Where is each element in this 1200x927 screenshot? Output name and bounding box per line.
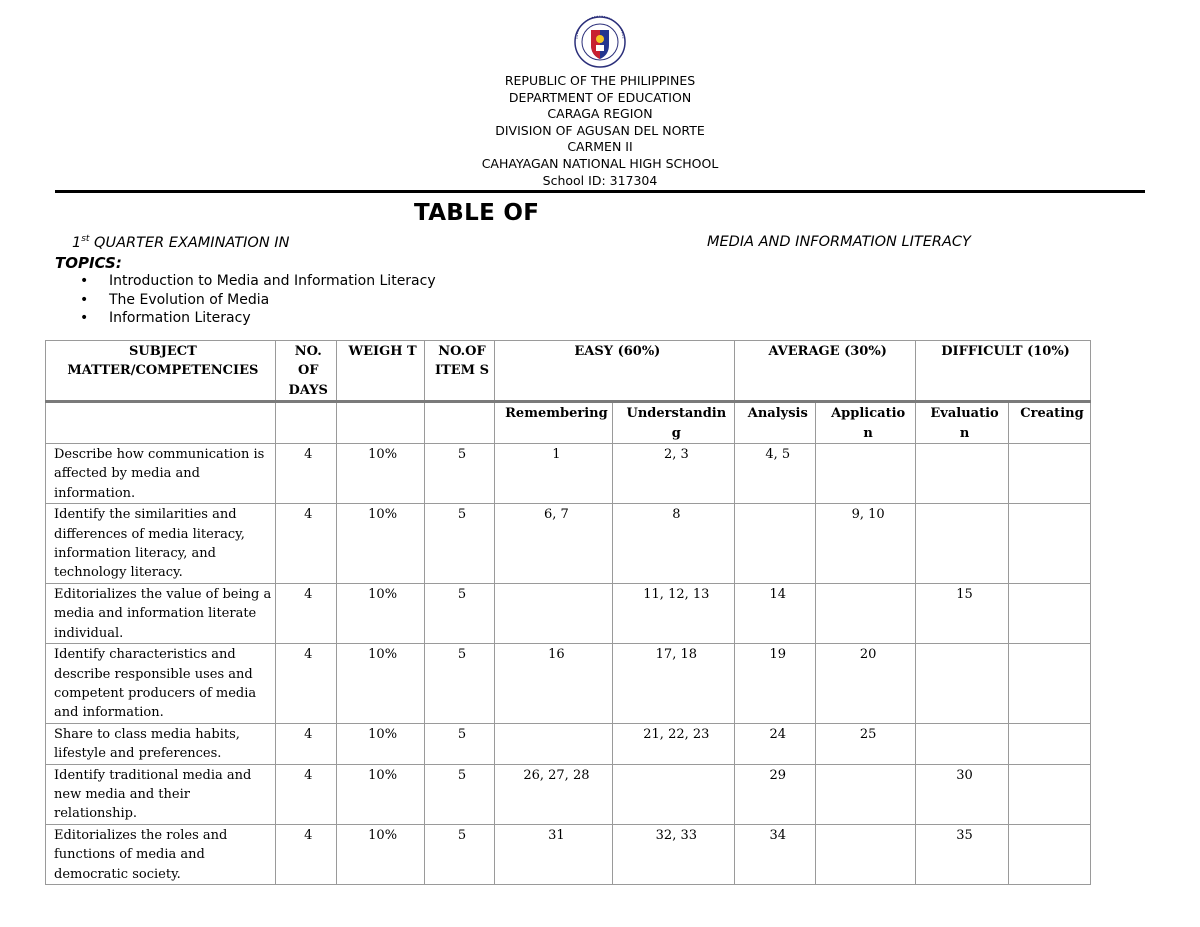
cell-weight: 10%: [336, 824, 424, 884]
cell-application: [816, 583, 916, 643]
cell-evaluation: [916, 504, 1009, 584]
quarter-text: QUARTER EXAMINATION IN: [89, 234, 290, 251]
topic-item: [80, 272, 436, 291]
cell-analysis: 19: [735, 644, 816, 724]
cell-application: 9, 10: [816, 504, 916, 584]
cell-competency: Identify characteristics and describe responsible uses and competent producers of media and information.: [46, 644, 276, 724]
cell-items: 5: [424, 824, 495, 884]
cell-remembering: 16: [495, 644, 613, 724]
cell-items: 5: [424, 444, 495, 504]
subheader-empty: [336, 402, 424, 444]
cell-understanding: 2, 3: [613, 444, 735, 504]
cell-weight: 10%: [336, 764, 424, 824]
header-line-department: DEPARTMENT OF EDUCATION: [508, 89, 692, 105]
cell-creating: [1008, 644, 1090, 724]
cell-understanding: 32, 33: [613, 824, 735, 884]
cell-items: 5: [424, 504, 495, 584]
topics-label: TOPICS:: [55, 254, 122, 272]
cell-analysis: 4, 5: [735, 444, 816, 504]
cell-days: 4: [275, 764, 336, 824]
col-header-understanding: Understandin g: [613, 402, 735, 444]
cell-evaluation: 35: [916, 824, 1009, 884]
subheader-empty: [46, 402, 276, 444]
cell-items: 5: [424, 723, 495, 764]
cell-weight: 10%: [336, 723, 424, 764]
header-line-division: DIVISION OF AGUSAN DEL NORTE: [495, 122, 705, 138]
col-header-creating: Creating: [1008, 402, 1090, 444]
cell-remembering: 1: [495, 444, 613, 504]
col-header-weight: WEIGH T: [336, 341, 424, 402]
cell-remembering: 6, 7: [495, 504, 613, 584]
cell-application: [816, 444, 916, 504]
cell-weight: 10%: [336, 444, 424, 504]
cell-remembering: 26, 27, 28: [495, 764, 613, 824]
subject-name: MEDIA AND INFORMATION LITERACY: [707, 234, 971, 250]
table-subheader-row: [46, 402, 1091, 444]
school-header: [0, 73, 1200, 189]
cell-days: 4: [275, 444, 336, 504]
cell-weight: 10%: [336, 583, 424, 643]
cell-evaluation: 15: [916, 583, 1009, 643]
bullet-icon: •: [80, 310, 89, 327]
cell-understanding: 11, 12, 13: [613, 583, 735, 643]
table-row: [46, 583, 1091, 643]
cell-creating: [1008, 444, 1090, 504]
cell-competency: Identify traditional media and new media and their relationship.: [46, 764, 276, 824]
cell-weight: 10%: [336, 644, 424, 724]
table-row: [46, 444, 1091, 504]
cell-remembering: [495, 723, 613, 764]
cell-weight: 10%: [336, 504, 424, 584]
cell-analysis: [735, 504, 816, 584]
col-header-competencies: SUBJECT MATTER/COMPETENCIES: [46, 341, 276, 402]
cell-creating: [1008, 504, 1090, 584]
cell-creating: [1008, 583, 1090, 643]
cell-days: 4: [275, 504, 336, 584]
cell-items: 5: [424, 583, 495, 643]
cell-creating: [1008, 824, 1090, 884]
header-divider: [55, 190, 1145, 193]
table-row: [46, 504, 1091, 584]
cell-application: 20: [816, 644, 916, 724]
cell-remembering: [495, 583, 613, 643]
cell-application: [816, 764, 916, 824]
cell-evaluation: [916, 723, 1009, 764]
subheader-empty: [275, 402, 336, 444]
cell-competency: Describe how communication is affected by media and information.: [46, 444, 276, 504]
topic-item: [80, 309, 436, 328]
table-row: [46, 824, 1091, 884]
bullet-icon: •: [80, 291, 89, 308]
header-line-region: CARAGA REGION: [547, 106, 653, 122]
cell-evaluation: [916, 644, 1009, 724]
cell-items: 5: [424, 764, 495, 824]
page-title: TABLE OF: [414, 200, 540, 226]
table-of-specifications: [45, 340, 1091, 885]
header-line-school-id: School ID: 317304: [542, 172, 658, 188]
col-header-easy: EASY (60%): [495, 341, 735, 402]
table-row: [46, 644, 1091, 724]
bullet-icon: •: [80, 273, 89, 289]
header-line-district: CARMEN II: [567, 139, 633, 155]
col-header-average: AVERAGE (30%): [735, 341, 916, 402]
col-header-application: Applicatio n: [816, 402, 916, 444]
cell-analysis: 34: [735, 824, 816, 884]
col-header-remembering: Remembering: [495, 402, 613, 444]
cell-days: 4: [275, 723, 336, 764]
cell-understanding: 8: [613, 504, 735, 584]
topic-text: The Evolution of Media: [109, 291, 270, 308]
quarter-label: [72, 234, 289, 251]
header-line-school: CAHAYAGAN NATIONAL HIGH SCHOOL: [481, 155, 719, 171]
table-header-row: [46, 341, 1091, 402]
topic-item: [80, 291, 436, 310]
cell-days: 4: [275, 824, 336, 884]
col-header-items: NO.OF ITEM S: [424, 341, 495, 402]
quarter-ordinal: 1: [72, 234, 82, 251]
cell-evaluation: [916, 444, 1009, 504]
topic-text: Information Literacy: [109, 310, 251, 327]
table-row: [46, 723, 1091, 764]
cell-application: 25: [816, 723, 916, 764]
cell-understanding: 21, 22, 23: [613, 723, 735, 764]
col-header-evaluation: Evaluatio n: [916, 402, 1009, 444]
cell-competency: Editorializes the roles and functions of media and democratic society.: [46, 824, 276, 884]
col-header-difficult: DIFFICULT (10%): [916, 341, 1091, 402]
header-line-republic: REPUBLIC OF THE PHILIPPINES: [504, 73, 696, 88]
cell-competency: Share to class media habits, lifestyle and preferences.: [46, 723, 276, 764]
cell-understanding: [613, 764, 735, 824]
cell-evaluation: 30: [916, 764, 1009, 824]
cell-competency: Editorializes the value of being a media and information literate individual.: [46, 583, 276, 643]
cell-creating: [1008, 764, 1090, 824]
topics-list: [80, 272, 436, 328]
cell-days: 4: [275, 583, 336, 643]
table-row: [46, 764, 1091, 824]
topic-text: Introduction to Media and Information Literacy: [109, 273, 436, 289]
col-header-days: NO. OF DAYS: [275, 341, 336, 402]
quarter-ordinal-suffix: st: [81, 234, 90, 244]
col-header-analysis: Analysis: [735, 402, 816, 444]
cell-competency: Identify the similarities and differences of media literacy, information literacy, and technology literacy.: [46, 504, 276, 584]
cell-remembering: 31: [495, 824, 613, 884]
cell-understanding: 17, 18: [613, 644, 735, 724]
cell-analysis: 14: [735, 583, 816, 643]
deped-seal-logo: [571, 15, 629, 69]
cell-creating: [1008, 723, 1090, 764]
subheader-empty: [424, 402, 495, 444]
cell-application: [816, 824, 916, 884]
cell-days: 4: [275, 644, 336, 724]
cell-analysis: 29: [735, 764, 816, 824]
cell-items: 5: [424, 644, 495, 724]
cell-analysis: 24: [735, 723, 816, 764]
